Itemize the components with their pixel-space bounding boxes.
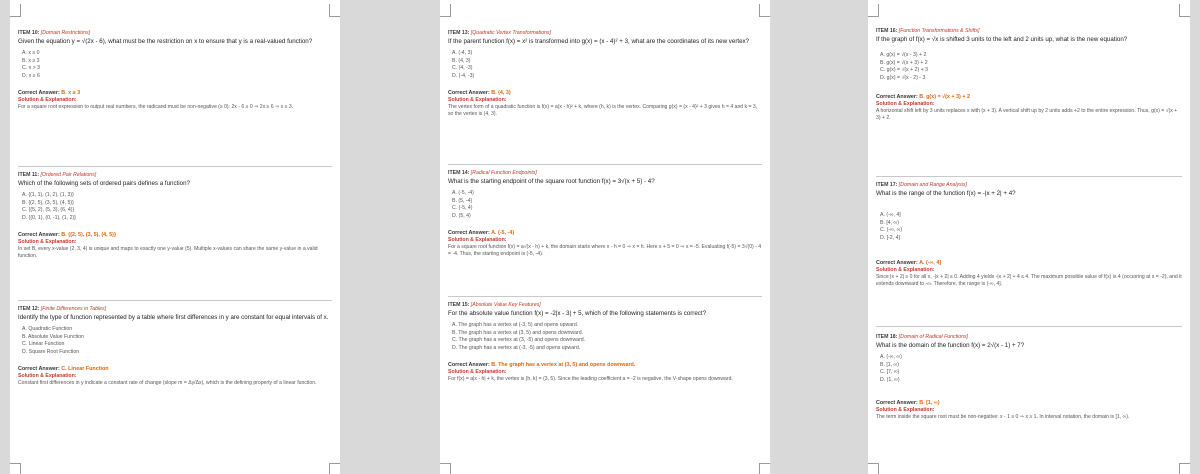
option: A. x ≥ 0: [22, 49, 40, 56]
option: B. [4, ∞): [880, 219, 899, 226]
option: C. g(x) = √(x + 2) + 3: [880, 67, 928, 74]
option-list: [452, 50, 762, 80]
divider: [448, 164, 762, 165]
item-header: [876, 182, 1182, 189]
solution-text: Constant first differences in y indicate a constant rate of change (slope m = Δy/Δx), which is the defining property of a linear function.: [18, 379, 317, 386]
solution-heading: Solution & Explanation:: [876, 407, 935, 414]
option: D. The graph has a vertex at (-3, -5) and opens upward.: [452, 344, 581, 351]
option: B. (5, -4): [452, 197, 473, 204]
answer-label: Correct Answer:: [448, 90, 490, 97]
correct-answer: [876, 260, 1182, 267]
option: B. (4, 3): [452, 57, 471, 64]
option-list: [452, 190, 762, 220]
correct-answer: [448, 230, 762, 237]
option: D. [-2, 4]: [880, 234, 900, 241]
question-text: What is the domain of the function f(x) = 2√(x - 1) + 7?: [876, 341, 1025, 349]
item-number: ITEM 12:: [18, 306, 40, 312]
item-10: [18, 30, 332, 111]
item-category: [Finite Differences in Tables]: [40, 306, 107, 312]
item-category: [Domain and Range Analysis]: [898, 182, 967, 188]
question-text: What is the range of the function f(x) = -|x + 2| + 4?: [876, 189, 1016, 197]
option: D. (-4, -3): [452, 72, 475, 79]
solution-text: For a square root function f(x) = a√(x - h) + k, the domain starts where x - h = 0 ⇒ x = h. Here x + 5 = 0 ⇒ x = -5. Evaluating f(-5) = 3√(0) - 4 = -4. Thus, the starting endpoint is (-5, -4).: [448, 243, 762, 258]
correct-answer: [876, 94, 1182, 101]
item-number: ITEM 17:: [876, 182, 898, 188]
option: C. {(5, 2), (5, 3), (6, 4)}: [22, 207, 75, 214]
solution-text: The vertex form of a quadratic function is f(x) = a(x - h)² + k, where (h, k) is the vertex. Comparing g(x) = (x - 4)² + 3 gives h = 4 and k = 3, so the vertex is (4, 3).: [448, 103, 758, 118]
crop-mark: [440, 463, 451, 474]
item-category: [Radical Function Endpoints]: [470, 170, 537, 176]
item-header: [876, 28, 1182, 35]
item-category: [Function Transformations & Shifts]: [898, 28, 980, 34]
solution-text: A horizontal shift left by 3 units replaces x with (x + 3). A vertical shift up by 2 units adds +2 to the entire expression. Thus, g(x) = √(x + 3) + 2.: [876, 107, 1178, 122]
option: D. (1, ∞): [880, 376, 900, 383]
item-category: [Ordered Pair Relations]: [40, 172, 97, 178]
item-17: [876, 182, 1182, 288]
solution-text: In set B, every x-value (2, 3, 4) is unique and maps to exactly one y-value (5). Multiple x-values can share the same y-value in a valid function.: [18, 245, 318, 260]
divider: [448, 296, 762, 297]
correct-answer: [18, 90, 332, 97]
item-16: [876, 28, 1182, 122]
crop-mark: [1179, 4, 1190, 17]
solution-heading: Solution & Explanation:: [18, 373, 77, 380]
option-list: [22, 192, 332, 222]
option: B. The graph has a vertex at (3, 5) and opens downward.: [452, 329, 584, 336]
divider: [876, 176, 1182, 177]
option: C. Linear Function: [22, 341, 65, 348]
item-13: [448, 30, 762, 118]
crop-mark: [759, 4, 770, 17]
option: C. The graph has a vertex at (3, -5) and opens downward.: [452, 337, 586, 344]
answer-value: B. [1, ∞): [919, 400, 940, 407]
divider: [18, 300, 332, 301]
option-list: [22, 50, 332, 80]
answer-label: Correct Answer:: [876, 94, 918, 101]
solution-heading: Solution & Explanation:: [448, 369, 507, 376]
option-list: [880, 354, 1182, 384]
solution-heading: Solution & Explanation:: [448, 237, 507, 244]
divider: [876, 326, 1182, 327]
item-11: [18, 172, 332, 260]
answer-label: Correct Answer:: [448, 362, 490, 369]
solution-text: The term inside the square root must be non-negative: x - 1 ≥ 0 ⇒ x ≥ 1. In interval notation, the domain is [1, ∞).: [876, 413, 1130, 420]
answer-label: Correct Answer:: [876, 260, 918, 267]
option: C. [7, ∞): [880, 369, 900, 376]
item-category: [Absolute Value Key Features]: [470, 302, 541, 308]
option: B. {(2, 5), (3, 5), (4, 5)}: [22, 199, 74, 206]
document-page-1: [10, 0, 340, 474]
correct-answer: [448, 90, 762, 97]
item-category: [Quadratic Vertex Transformations]: [470, 30, 551, 36]
option-list: [452, 322, 762, 352]
item-category: [Domain of Radical Functions]: [898, 334, 968, 340]
question-text: What is the starting endpoint of the square root function f(x) = 3√(x + 5) - 4?: [448, 177, 655, 185]
option: A. (-∞, ∞): [880, 353, 902, 360]
crop-mark: [868, 4, 879, 17]
option: C. (-∞, ∞): [880, 227, 903, 234]
answer-label: Correct Answer:: [876, 400, 918, 407]
option-list: [880, 212, 1182, 242]
option: B. Absolute Value Function: [22, 333, 84, 340]
option: A. g(x) = √(x - 3) + 2: [880, 51, 927, 58]
answer-value: B. g(x) = √(x + 3) + 2: [919, 94, 970, 101]
answer-label: Correct Answer:: [18, 90, 60, 97]
item-12: [18, 306, 332, 387]
solution-heading: Solution & Explanation:: [876, 267, 935, 274]
document-page-2: [440, 0, 770, 474]
question-text: Given the equation y = √(2x - 6), what must be the restriction on x to ensure that y is a real-valued function?: [18, 37, 313, 45]
crop-mark: [1179, 463, 1190, 474]
question-text: If the parent function f(x) = x² is transformed into g(x) = (x - 4)² + 3, what are the coordinates of its new vertex?: [448, 37, 750, 45]
item-number: ITEM 16:: [876, 28, 898, 34]
correct-answer: [448, 362, 762, 369]
item-14: [448, 170, 762, 258]
option: A. (-4, 3): [452, 49, 473, 56]
question-text: For the absolute value function f(x) = -2|x - 3| + 5, which of the following statements is correct?: [448, 309, 707, 317]
item-header: [448, 302, 762, 309]
answer-value: B. {(2, 5), (3, 5), (4, 5)}: [61, 232, 117, 239]
solution-heading: Solution & Explanation:: [18, 97, 77, 104]
item-header: [18, 172, 332, 179]
crop-mark: [329, 4, 340, 17]
divider: [18, 166, 332, 167]
item-category: [Domain Restrictions]: [40, 30, 91, 36]
item-header: [18, 30, 332, 37]
answer-value: A. (-5, -4): [491, 230, 515, 237]
document-page-3: [868, 0, 1190, 474]
correct-answer: [876, 400, 1182, 407]
answer-label: Correct Answer:: [18, 366, 60, 373]
option: D. {(0, 1), (0, -1), (1, 2)}: [22, 214, 76, 221]
item-header: [448, 30, 762, 37]
answer-label: Correct Answer:: [18, 232, 60, 239]
item-number: ITEM 14:: [448, 170, 470, 176]
option: C. x > 3: [22, 65, 41, 72]
option: B. x ≥ 3: [22, 57, 40, 64]
crop-mark: [10, 463, 21, 474]
option: A. Quadratic Function: [22, 325, 73, 332]
option: D. g(x) = √(x - 2) - 3: [880, 74, 926, 81]
crop-mark: [868, 463, 879, 474]
option-list: [22, 326, 332, 356]
option: A. (-∞, 4]: [880, 211, 901, 218]
correct-answer: [18, 232, 332, 239]
option-list: [880, 52, 1182, 82]
answer-value: B. (4, 3): [491, 90, 511, 97]
item-15: [448, 302, 762, 383]
solution-text: Since |x + 2| ≥ 0 for all x, -|x + 2| ≤ 0. Adding 4 yields -|x + 2| + 4 ≤ 4. The maximum possible value of f(x) is 4 (occurring at x = -2), and it extends downward to -∞. Therefore, the range is (-∞, 4].: [876, 273, 1182, 288]
item-number: ITEM 10:: [18, 30, 40, 36]
option: D. (5, 4): [452, 212, 471, 219]
option: C. (4, -3): [452, 65, 473, 72]
answer-value: B. x ≥ 3: [61, 90, 81, 97]
answer-label: Correct Answer:: [448, 230, 490, 237]
item-number: ITEM 11:: [18, 172, 40, 178]
item-header: [18, 306, 332, 313]
item-18: [876, 334, 1182, 421]
item-header: [876, 334, 1182, 341]
answer-value: B. The graph has a vertex at (3, 5) and opens downward.: [491, 362, 636, 369]
question-text: If the graph of f(x) = √x is shifted 3 units to the left and 2 units up, what is the new equation?: [876, 35, 1128, 43]
option: B. [1, ∞): [880, 361, 899, 368]
item-header: [448, 170, 762, 177]
crop-mark: [440, 4, 451, 17]
crop-mark: [759, 463, 770, 474]
answer-value: A. (-∞, 4]: [919, 260, 942, 267]
solution-heading: Solution & Explanation:: [448, 97, 507, 104]
question-text: Which of the following sets of ordered pairs defines a function?: [18, 179, 190, 187]
solution-text: For f(x) = a|x - h| + k, the vertex is (h, k) = (3, 5). Since the leading coefficient a = -2 is negative, the V-shape opens downward.: [448, 375, 733, 382]
item-number: ITEM 15:: [448, 302, 470, 308]
solution-heading: Solution & Explanation:: [18, 239, 77, 246]
option: C. (-5, 4): [452, 205, 473, 212]
correct-answer: [18, 366, 332, 373]
option: A. (-5, -4): [452, 189, 474, 196]
crop-mark: [10, 4, 21, 17]
item-number: ITEM 13:: [448, 30, 470, 36]
solution-heading: Solution & Explanation:: [876, 101, 935, 108]
option: A. The graph has a vertex at (-3, 5) and opens upward.: [452, 321, 579, 328]
option: D. x ≥ 6: [22, 72, 40, 79]
solution-text: For a square root expression to output real numbers, the radicand must be non-negative (≥ 0): 2x - 6 ≥ 0 ⇒ 2x ≥ 6 ⇒ x ≥ 3.: [18, 103, 294, 110]
option: A. {(1, 1), (1, 2), (1, 3)}: [22, 191, 74, 198]
question-text: Identify the type of function represented by a table where first differences in y are constant for equal intervals of x.: [18, 313, 329, 321]
item-number: ITEM 18:: [876, 334, 898, 340]
option: D. Square Root Function: [22, 348, 80, 355]
option: B. g(x) = √(x + 3) + 2: [880, 59, 928, 66]
answer-value: C. Linear Function: [61, 366, 109, 373]
crop-mark: [329, 463, 340, 474]
